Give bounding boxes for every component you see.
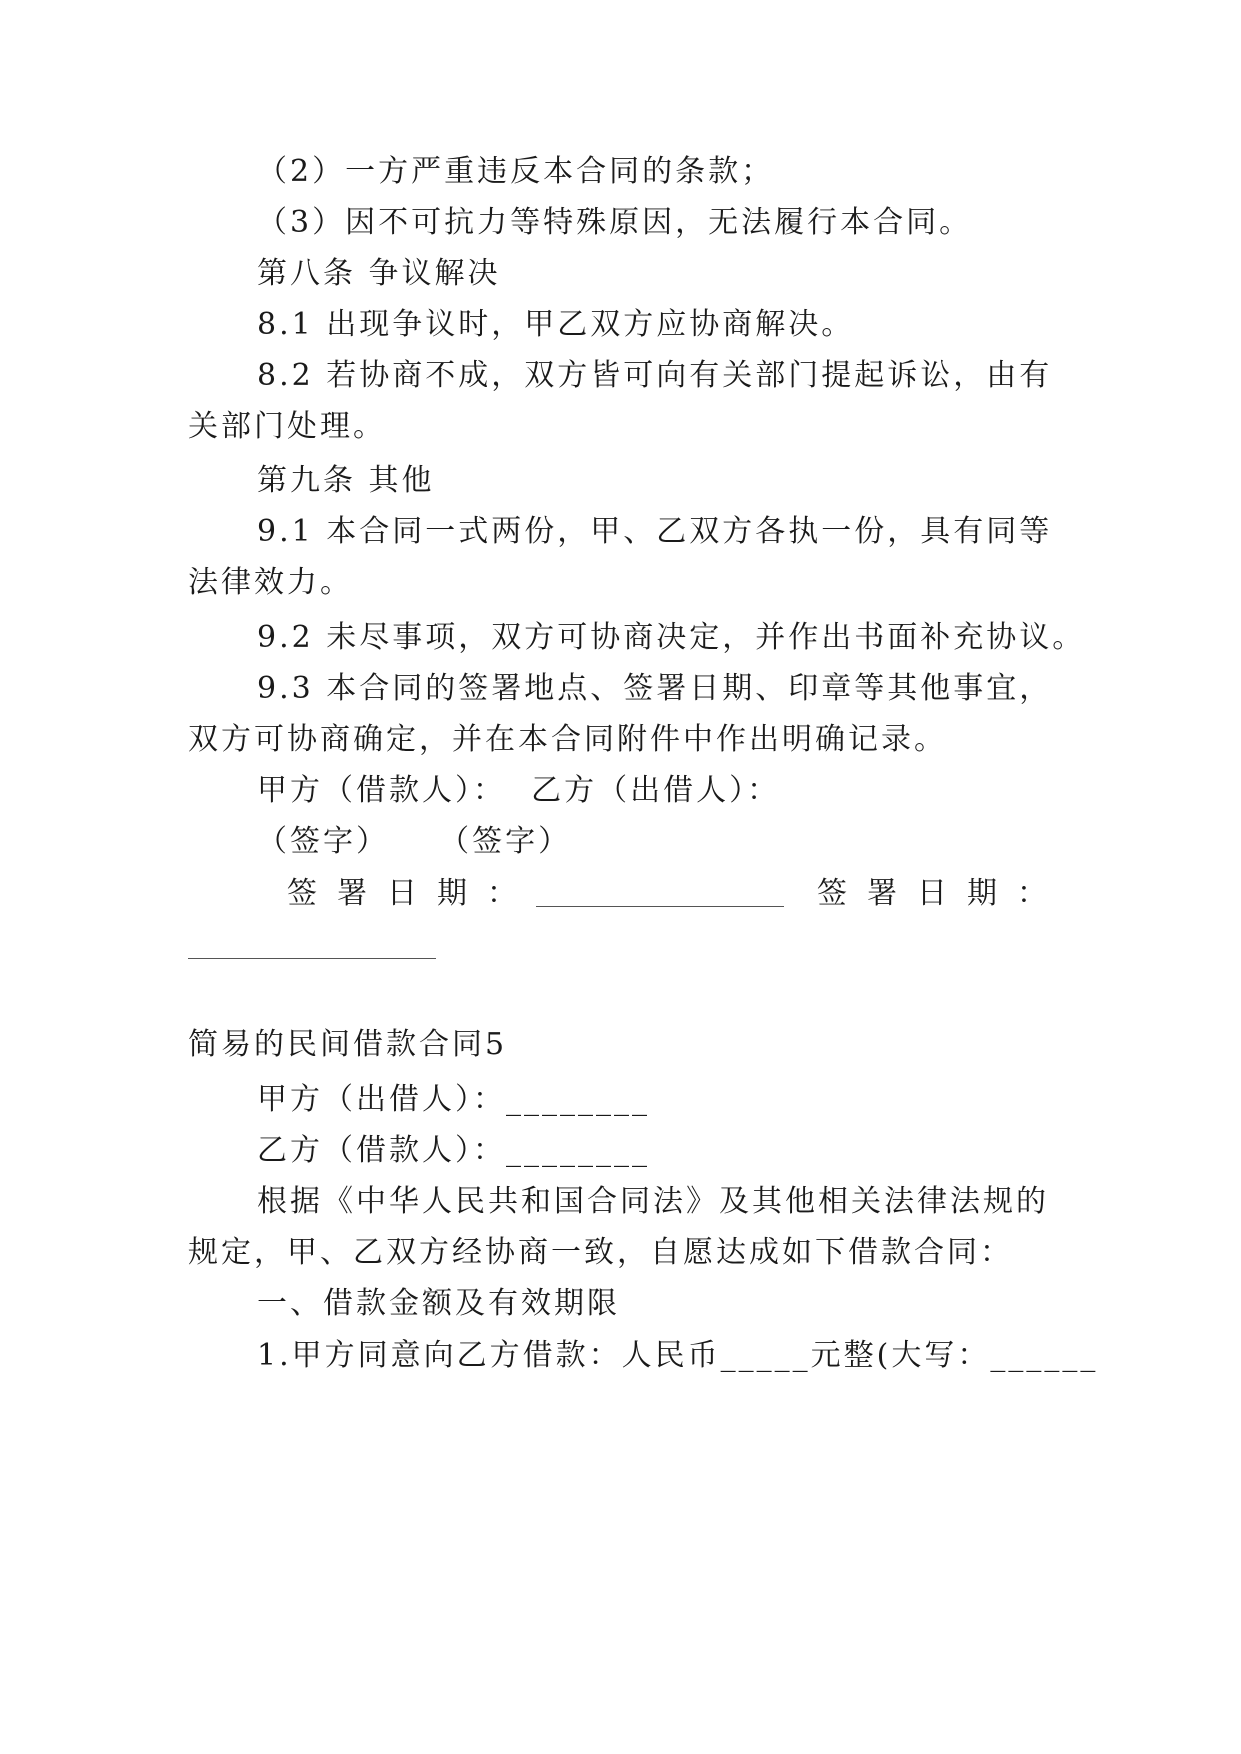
signature-date-label-b: 签署日期： <box>817 876 1067 911</box>
signature-sign: （签字） （签字） <box>257 824 572 859</box>
signature-date-line-a <box>536 906 784 907</box>
clause-9-3-line-2: 双方可协商确定，并在本合同附件中作出明确记录。 <box>188 722 947 757</box>
clause-9-3-line-1: 9.3 本合同的签署地点、签署日期、印章等其他事宜， <box>257 671 1053 706</box>
contract-5-party-a: 甲方（出借人）：________ <box>257 1082 650 1117</box>
contract-5-party-b: 乙方（借款人）：________ <box>257 1133 650 1168</box>
contract-5-preamble-line-2: 规定，甲、乙双方经协商一致，自愿达成如下借款合同： <box>188 1235 1013 1270</box>
signature-date-line-b <box>188 958 436 959</box>
clause-8-1: 8.1 出现争议时，甲乙双方应协商解决。 <box>257 307 855 342</box>
clause-7-item-3: （3）因不可抗力等特殊原因，无法履行本合同。 <box>257 205 973 240</box>
clause-8-2-line-1: 8.2 若协商不成，双方皆可向有关部门提起诉讼，由有 <box>257 358 1053 393</box>
clause-9-1-line-1: 9.1 本合同一式两份，甲、乙双方各执一份，具有同等 <box>257 514 1053 549</box>
article-8-heading: 第八条 争议解决 <box>257 256 501 291</box>
contract-5-section-1-heading: 一、借款金额及有效期限 <box>257 1286 620 1321</box>
article-9-heading: 第九条 其他 <box>257 463 435 498</box>
contract-5-title: 简易的民间借款合同5 <box>188 1027 508 1062</box>
contract-5-preamble-line-1: 根据《中华人民共和国合同法》及其他相关法律法规的 <box>257 1184 1049 1219</box>
signature-date-label-a: 签署日期： <box>287 876 537 911</box>
clause-9-1-line-2: 法律效力。 <box>188 565 353 600</box>
signature-parties: 甲方（借款人）： 乙方（出借人）： <box>257 773 781 808</box>
clause-7-item-2: （2）一方严重违反本合同的条款； <box>257 154 775 189</box>
contract-5-clause-1: 1.甲方同意向乙方借款：人民币_____元整(大写：______ <box>257 1338 1099 1373</box>
clause-8-2-line-2: 关部门处理。 <box>188 409 386 444</box>
clause-9-2: 9.2 未尽事项，双方可协商决定，并作出书面补充协议。 <box>257 620 1086 655</box>
